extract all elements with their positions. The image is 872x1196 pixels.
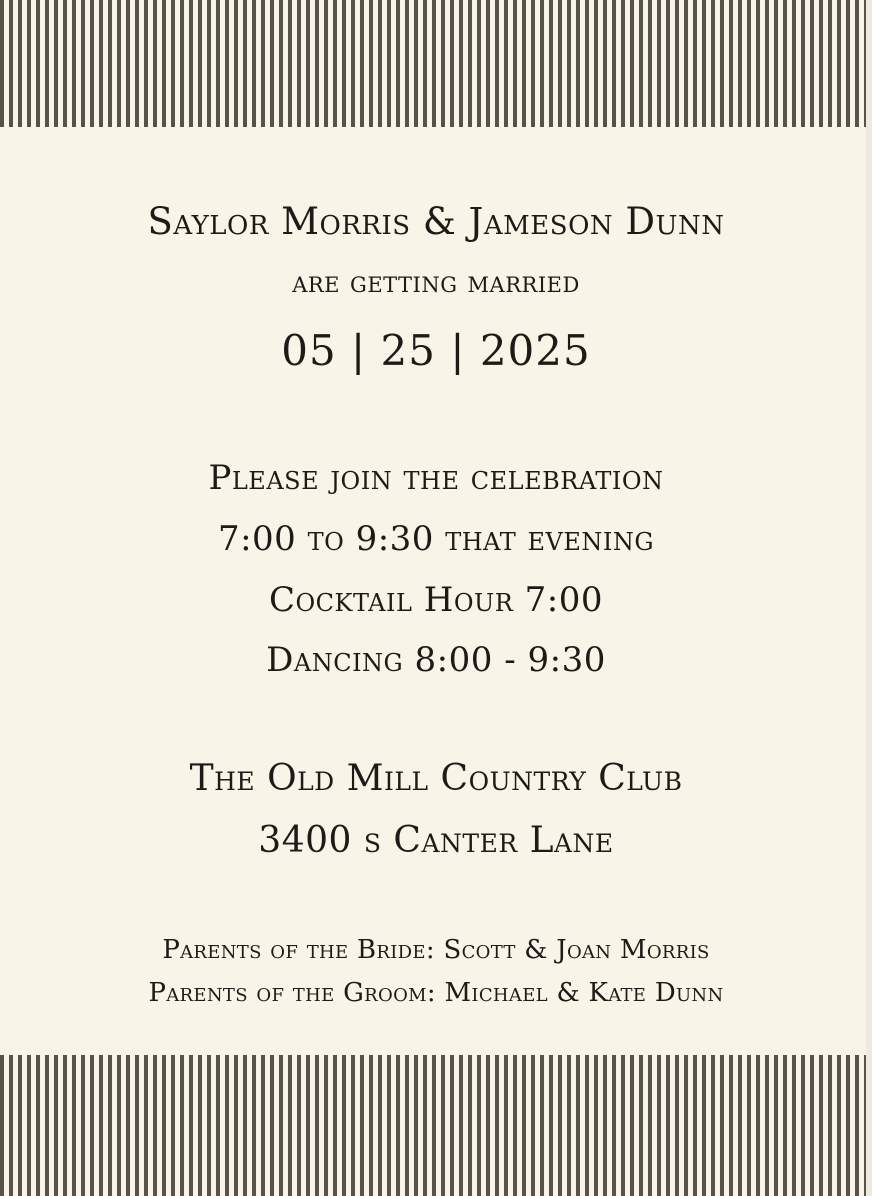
bottom-stripe-border <box>0 1055 872 1196</box>
event-time-range: 7:00 to 9:30 that evening <box>217 519 655 559</box>
dancing-time: Dancing 8:00 - 9:30 <box>266 640 606 680</box>
couple-names: Saylor Morris & Jameson Dunn <box>147 200 725 243</box>
venue-address: 3400 s Canter Lane <box>258 820 614 861</box>
bride-parents: Parents of the Bride: Scott & Joan Morris <box>162 935 710 965</box>
announcement-line: are getting married <box>292 265 580 300</box>
wedding-date: 05 | 25 | 2025 <box>281 326 591 375</box>
top-stripe-border <box>0 0 872 127</box>
venue-name: The Old Mill Country Club <box>189 758 683 799</box>
page-edge <box>866 0 872 1196</box>
cocktail-hour-time: Cocktail Hour 7:00 <box>268 580 604 620</box>
celebration-invite-line: Please join the celebration <box>208 458 664 498</box>
groom-parents: Parents of the Groom: Michael & Kate Dunn <box>148 978 724 1008</box>
